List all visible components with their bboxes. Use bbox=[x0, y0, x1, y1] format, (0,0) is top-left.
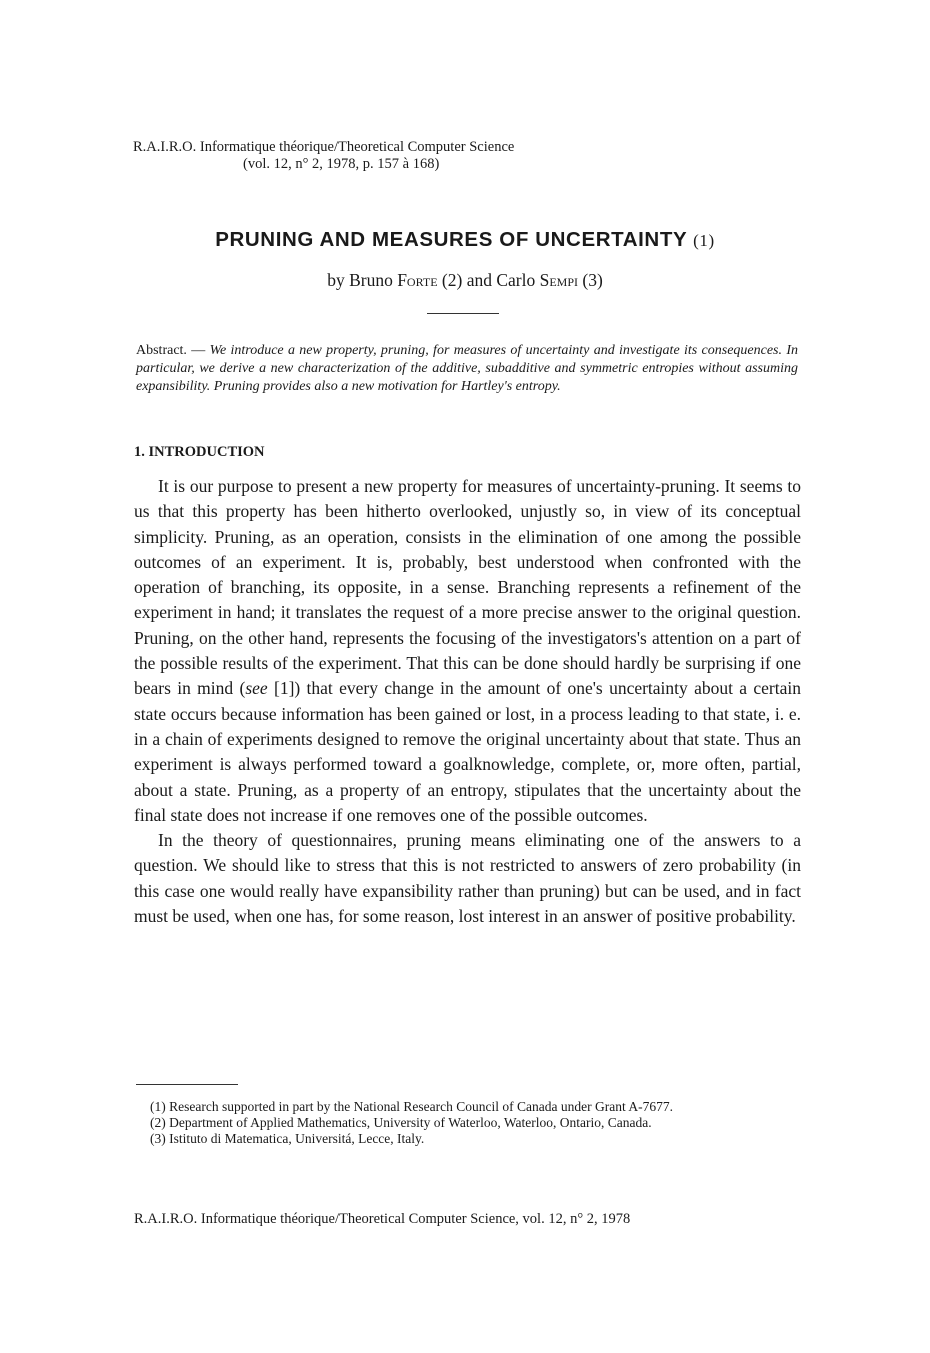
abstract bbox=[136, 342, 798, 395]
body-text bbox=[134, 474, 801, 929]
journal-header bbox=[133, 139, 514, 173]
section-heading-introduction: 1. INTRODUCTION bbox=[134, 444, 265, 460]
footnotes bbox=[136, 1099, 803, 1146]
abstract-text: We introduce a new property, pruning, for measures of uncertainty and investigate its consequences. In particular, we derive a new characterization of the additive, subadditive and symmetric entropies without assuming expansibility. Pruning provides also a new motivation for Hartley's entropy. bbox=[136, 343, 798, 394]
footnote-mark: (1) bbox=[150, 1099, 166, 1114]
author-forte-note: (2) bbox=[441, 270, 463, 290]
footnote-text: Department of Applied Mathematics, University of Waterloo, Waterloo, Ontario, Canada. bbox=[169, 1114, 652, 1130]
author-forte: Forte bbox=[397, 270, 438, 290]
paragraph-1-see: see bbox=[245, 678, 268, 699]
footnote-text: Research supported in part by the National Research Council of Canada under Grant A-7677. bbox=[169, 1099, 673, 1114]
paper-title-text: PRUNING AND MEASURES OF UNCERTAINTY bbox=[215, 228, 687, 251]
title-footnote-ref: (1) bbox=[693, 231, 715, 250]
title-divider bbox=[427, 313, 499, 314]
page-footer: R.A.I.R.O. Informatique théorique/Theoretical Computer Science, vol. 12, n° 2, 1978 bbox=[134, 1211, 631, 1227]
footnote-2 bbox=[136, 1115, 803, 1131]
footnote-text: Istituto di Matematica, Universitá, Lecce, Italy. bbox=[169, 1130, 425, 1146]
paragraph-2: In the theory of questionnaires, pruning means eliminating one of the answers to a question. We should like to stress that this is not restricted to answers of zero probability (in this case one would really have expansibility rather than pruning) but can be used, and in fact must be used, when one has, for some reason, lost interest in an answer of positive probability. bbox=[134, 830, 801, 927]
author-sempi-note: (3) bbox=[582, 270, 603, 290]
footnote-mark: (3) bbox=[150, 1130, 166, 1146]
author-sempi: Sempi bbox=[539, 270, 579, 290]
paragraph-1-part-b: [1]) that every change in the amount of one's uncertainty about a certain state occurs because information has been gained or lost, in a process leading to that state, i. e. in a chain of experiments designed to remove the original uncertainty about that state. Thus an experiment is always performed toward a goalknowledge, complete, or, more often, partial, about a state. Pruning, as a property of an entropy, stipulates that the uncertainty about the final state does not increase if one removes one of the possible outcomes. bbox=[134, 678, 801, 825]
abstract-label: Abstract. — bbox=[136, 343, 206, 358]
paragraph-1 bbox=[134, 474, 801, 828]
authors-and: and Carlo bbox=[466, 270, 536, 290]
paragraph-1-part-a: It is our purpose to present a new property for measures of uncertainty-pruning. It seems to us that this property has been hitherto overlooked, unjustly so, in view of its conceptual simplicity. Pruning, as an operation, consists in the elimination of one among the possible outcomes of an experiment. It is, probably, best understood when confronted with the operation of branching, its opposite, in a sense. Branching represents a refinement of the experiment in hand; it translates the request of a more precise answer to the original question. Pruning, on the other hand, represents the focusing of the investigators's attention on a part of the possible results of the experiment. That this can be done should hardly be surprising if one bears in mind ( bbox=[134, 476, 801, 699]
footnote-divider bbox=[136, 1084, 238, 1085]
footnote-mark: (2) bbox=[150, 1114, 166, 1130]
paper-title bbox=[0, 228, 930, 252]
footnote-1 bbox=[136, 1099, 803, 1115]
author-line bbox=[0, 270, 930, 291]
footnote-3 bbox=[136, 1131, 803, 1147]
journal-volume-line: (vol. 12, n° 2, 1978, p. 157 à 168) bbox=[243, 156, 440, 172]
journal-title-line: R.A.I.R.O. Informatique théorique/Theoretical Computer Science bbox=[133, 139, 515, 155]
authors-by: by Bruno bbox=[327, 270, 393, 290]
